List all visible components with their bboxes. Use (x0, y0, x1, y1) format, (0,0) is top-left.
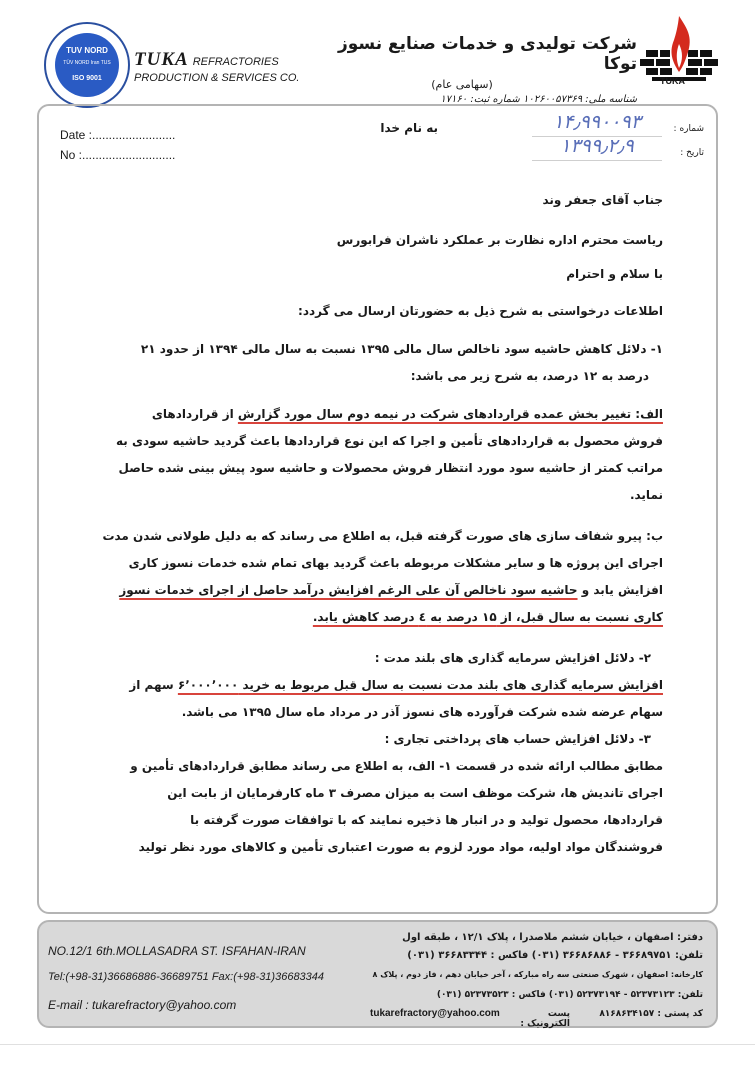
footer-email-fa: tukarefractory@yahoo.com (370, 1008, 500, 1019)
company-fa-title: شرکت تولیدی و خدمات صنایع نسوز توکا (337, 34, 637, 74)
footer-postal-fa: کد پستی : ۸۱۶۸۶۳۴۱۵۷ (599, 1009, 703, 1019)
tuv-iso-seal (44, 22, 130, 108)
section-2-line2: سهام عرضه شده شرکت فرآورده های نسوز آذر در مرداد ماه سال ۱۳۹۵ می باشد. (181, 705, 663, 719)
no-field: No :............................ (60, 148, 176, 162)
be-line2: اجرای این پروژه ها و سایر مشکلات مربوطه باعث گردید بهای تمام شده خدمات نسوز کاری (128, 556, 663, 570)
footer-email-en: E-mail : tukarefractory@yahoo.com (48, 998, 237, 1012)
section-3-line3: قراردادها، محصول تولید و در انبار ها ذخیره نمایند که با توافقات صورت گرفته با (190, 813, 663, 827)
tuv-cert: ISO 9001 (72, 75, 102, 82)
section-1-alef (60, 401, 663, 509)
tuv-small: TÜV NORD Iran TUS (63, 60, 111, 66)
date-fa-value: ۱۳۹۹٫۲٫۹ (560, 135, 634, 157)
footer-address-en: NO.12/1 6th.MOLLASADRA ST. ISFAHAN-IRAN (48, 944, 306, 958)
footer-factory-tel-fa: تلفن: ۵۲۳۷۳۱۲۳ - ۵۲۳۷۳۱۹۴ (۰۳۱) فاکس : ۵۲۳۷۳۵۲۳ (۰۳۱) (436, 990, 703, 1000)
footer-email-fa-label: پست الکترونیک : (520, 1009, 570, 1029)
company-fa-ids: شناسه ملی: ۱۰۲۶۰۰۵۷۳۶۹ شماره ثبت: ۱۷۱۶۰ (440, 94, 637, 105)
alef-line4: نماید. (629, 488, 663, 502)
company-name-line2: PRODUCTION & SERVICES CO. (134, 72, 300, 84)
basmala: به نام خدا (380, 121, 438, 135)
alef-underlined: الف: تغییر بخش عمده قراردادهای شرکت در نیمه دوم سال مورد گزارش (237, 407, 663, 421)
be-line3-underlined: حاشیه سود ناخالص آن علی الرغم افزایش درآمد حاصل از اجرای خدمات نسوز (119, 583, 578, 597)
letter-greeting: با سلام و احترام (566, 267, 663, 281)
company-name-fa (307, 34, 637, 105)
section-2 (60, 645, 663, 726)
footer-tel-en: Tel:(+98-31)36686886-36689751 Fax:(+98-31)36683344 (48, 971, 325, 983)
section-3-line4: فروشندگان مواد اولیه، مواد مورد لزوم به صورت اعتباری تأمین و کالاهای مورد نظر تولید (138, 840, 663, 854)
footer-factory-fa: کارخانه: اصفهان ، شهرک صنعتی سه راه مبارکه ، آخر خیابان دهم ، فاز دوم ، پلاک ۸ (372, 970, 703, 979)
letter-intro: اطلاعات درخواستی به شرح ذیل به حضورتان ارسال می گردد: (298, 304, 663, 318)
be-line4: کاری نسبت به سال قبل، از ۱۵ درصد به ٤ درصد کاهش یابد. (312, 610, 663, 624)
section-3-title: ۳- دلائل افزایش حساب های پرداختی تجاری : (384, 732, 651, 746)
tuv-brand: TUV NORD (66, 46, 108, 55)
section-3-line2: اجرای تاندیش ها، شرکت موظف است به میزان مصرف ۳ ماه کارفرمایان از بابت این (167, 786, 663, 800)
number-label: شماره : (673, 124, 704, 134)
section-3 (60, 726, 663, 861)
footer-office-fa: دفتر: اصفهان ، خیابان ششم ملاصدرا ، پلاک ۱۲/۱ ، طبقه اول (402, 932, 703, 943)
company-name-tuka: TUKA (134, 49, 189, 70)
date-field: Date :......................... (60, 128, 176, 142)
section-1 (60, 336, 663, 390)
alef-line3: مراتب کمتر از حاشیه سود مورد انتظار فروش محصولات و حاشیه سود پیش بینی شده حاصل (118, 461, 663, 475)
section-2-title: ۲- دلائل افزایش سرمایه گذاری های بلند مدت : (374, 651, 651, 665)
company-fa-type: (سهامی عام) (431, 78, 493, 91)
section-2-rest: سهم از (129, 678, 178, 692)
footer-office-tel-fa: تلفن: ۳۶۶۸۹۷۵۱ - ۳۶۶۸۶۸۸۶ (۰۳۱) فاکس : ۳۶۶۸۳۳۴۴ (۰۳۱) (407, 950, 703, 961)
section-1-line2: درصد به ۱۲ درصد، به شرح زیر می باشد: (410, 369, 649, 383)
letter-title: ریاست محترم اداره نظارت بر عملکرد ناشران فرابورس (336, 233, 663, 247)
be-line1: ب: پیرو شفاف سازی های صورت گرفته قبل، به اطلاع می رساند که به دلیل طولانی شدن مدت (102, 529, 663, 543)
company-name-en (134, 49, 334, 84)
alef-line2: فروش محصول به قراردادهای تأمین و اجرا که این نوع قراردادها باعث گردید حاشیه سودی به (115, 434, 663, 448)
logo-label: TUKA (660, 76, 685, 86)
be-line3-start: افزایش یابد و (577, 583, 663, 597)
number-value: ۱۴٫۹۹۰۰۹۳ (553, 111, 641, 133)
company-name-suffix: REFRACTORIES (192, 56, 279, 68)
section-3-line1: مطابق مطالب ارائه شده در قسمت ۱- الف، به اطلاع می رساند مطابق قراردادهای تأمین و (130, 759, 663, 773)
date-fa-label: تاریخ : (680, 148, 704, 158)
section-1-line1: ۱- دلائل کاهش حاشیه سود ناخالص سال مالی ۱۳۹۵ نسبت به سال مالی ۱۳۹۴ از حدود ۲۱ (140, 342, 663, 356)
alef-rest: از قراردادهای (151, 407, 238, 421)
letter-recipient: جناب آقای جعفر وند (542, 193, 663, 207)
section-1-be (60, 523, 663, 631)
section-2-underlined: افزایش سرمایه گذاری های بلند مدت نسبت به سال قبل مربوط به خرید ۶٬۰۰۰٬۰۰۰ (177, 678, 663, 692)
